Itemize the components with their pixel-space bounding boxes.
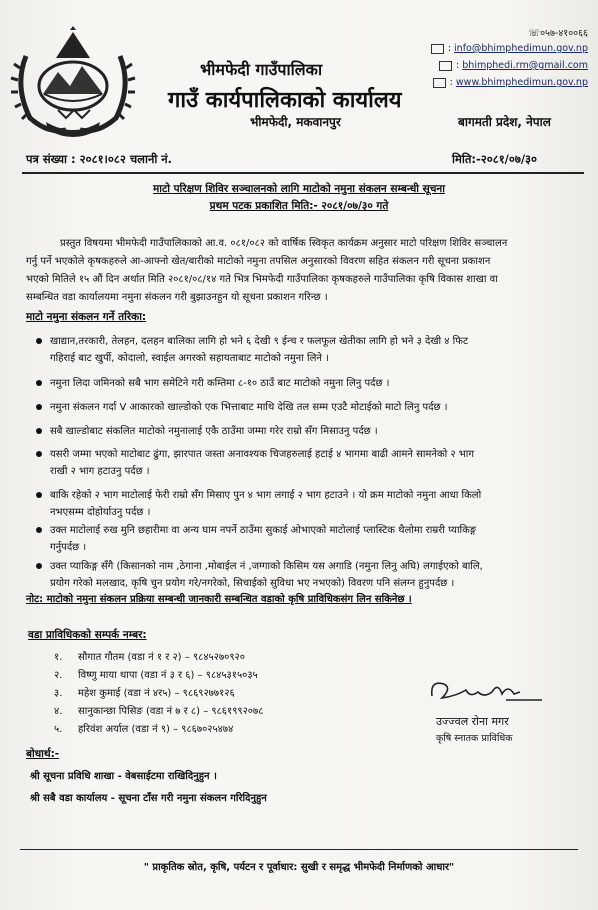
contact-index: ३. bbox=[54, 688, 63, 699]
contact-item bbox=[54, 649, 245, 663]
subject-line-2: प्रथम पटक प्रकाशित मिति:- २०८१/०७/३० गते bbox=[209, 200, 389, 212]
contact-text: हरिवंश अर्याल (वडा नं ९) – ९८६७०२५४७४ bbox=[78, 724, 234, 735]
signatory-name: उज्ज्वल रोना मगर bbox=[436, 715, 509, 728]
header-divider bbox=[22, 172, 584, 174]
cc-line: श्री सूचना प्रविधि शाखा - वेबसाईटमा राखिदिनुहुन । bbox=[30, 771, 217, 782]
office-name: गाउँ कार्यपालिकाको कार्यालय bbox=[168, 88, 402, 113]
phone-icon: ☏ bbox=[528, 28, 541, 39]
method-heading: माटो नमुना संकलन गर्ने तरिका: bbox=[26, 311, 147, 323]
bullet-line: नमुना संकलन गर्दा V आकारको खाल्डोको एक भित्ताबाट माथि देखि तल सम्म एउटै मोटाईको माटो लिनु पर्दछ । bbox=[50, 402, 448, 413]
method-bullet bbox=[50, 487, 570, 521]
email-contact-1 bbox=[431, 43, 588, 54]
email-icon bbox=[431, 44, 444, 54]
method-bullet bbox=[50, 375, 570, 392]
email-prefix: : bbox=[447, 43, 455, 54]
contact-text: महेश कुमाई (वडा नं ४र५) – ९८६९२७७१२६ bbox=[78, 688, 235, 699]
contact-index: २. bbox=[54, 670, 63, 681]
email-2-link[interactable]: bhimphedi.rm@gmail.com bbox=[462, 60, 588, 71]
office-address: भीमफेदी, मकवानपुर bbox=[250, 115, 341, 129]
contact-index: ४. bbox=[54, 706, 63, 717]
subject-date bbox=[0, 199, 598, 213]
government-emblem-icon bbox=[8, 26, 138, 144]
bullet-line: बाकि रहेको २ भाग माटोलाई फेरी राम्रो सँग मिसाए पुन ४ भाग लगाई २ भाग हटाउने । यो क्रम माटोको नमुना आधा किलो bbox=[50, 490, 482, 501]
method-bullet bbox=[50, 423, 570, 440]
subject-line-1: माटो परिक्षण शिविर सञ्चालनको लागि माटोको नमुना संकलन सम्बन्धी सूचना bbox=[153, 183, 445, 195]
email-1-link[interactable]: info@bhimphedimun.gov.np bbox=[454, 43, 588, 54]
intro-line: प्रस्तुत विषयमा भीमफेदी गाउँपालिकाको आ.व. ०८१/०८२ को वार्षिक स्विकृत कार्यक्रम अनुसार माटो परिक्षण शिविर सञ्चालन bbox=[60, 238, 508, 249]
reference-number: पत्र संख्या : २०८१।०८२ चलानी नं. bbox=[26, 152, 173, 166]
email-contact-2 bbox=[439, 60, 588, 71]
bodharth-heading: बोधार्थ:- bbox=[26, 748, 60, 760]
method-bullet bbox=[50, 558, 570, 592]
phone-contact bbox=[528, 26, 588, 39]
email-icon bbox=[439, 61, 452, 71]
website-prefix: : bbox=[449, 77, 456, 88]
email-prefix: : bbox=[456, 60, 463, 71]
bullet-line: नभएसम्म दोहोर्याउनु पर्दछ । bbox=[50, 507, 151, 518]
contact-item bbox=[54, 685, 235, 699]
method-bullet bbox=[50, 399, 570, 416]
signature-icon bbox=[422, 674, 562, 710]
contact-text: सानुकान्छा पिसिङ (वडा नं ७ र ८) – ९८६१९९२०७८ bbox=[78, 706, 264, 717]
globe-icon bbox=[433, 78, 446, 88]
bullet-line: गर्नुपर्दछ । bbox=[50, 542, 87, 553]
contact-text: सौगात गौतम (वडा नं १ र २) – ९८४५२७०९२० bbox=[78, 652, 245, 663]
note-text: नोट: माटोको नमुना संकलन प्रक्रिया सम्बन्धी जानकारी सम्बन्धित वडाको कृषि प्राविधिकसंग लिन सकिनेछ । bbox=[26, 594, 412, 605]
bullet-line: यसरी जम्मा भएको माटोबाट ढुंगा, झारपात जस्ता अनावश्यक चिजहरुलाई हटाई ४ भागमा बाढी आमने सामनेको २ भाग bbox=[50, 449, 475, 460]
contact-item bbox=[54, 721, 233, 735]
bullet-line: गहिराई बाट खुर्पी, कोदालो, स्वाईल अगरको सहायताबाट माटोको नमुना लिने । bbox=[50, 353, 329, 364]
bullet-line: प्रयोग गरेको मलखाद, कृषि चुन प्रयोग गरे/नगरेको, सिचाईको सुविधा भए नभएको) विवरण पनि संलग्न हुनुपर्दछ । bbox=[50, 578, 455, 589]
method-bullet bbox=[50, 446, 570, 480]
footer-slogan: " प्राकृतिक स्रोत, कृषि, पर्यटन र पूर्वाधार: सुखी र समृद्ध भीमफेदी निर्माणको आधार" bbox=[20, 849, 578, 873]
bullet-line: उक्त माटोलाई रुख मुनि छहारीमा वा अन्य घाम नपर्ने ठाउँमा सुकाई ओभाएको माटोलाई प्लास्टिक थैलोमा राम्ररी प्याकिङ्ग bbox=[50, 525, 477, 536]
contact-index: १. bbox=[54, 652, 63, 663]
contact-item bbox=[54, 667, 258, 681]
bullet-icon bbox=[36, 380, 42, 386]
bullet-line: नमुना लिदा जमिनको सबै भाग समेटिने गरी कम्तिमा ८-१० ठाउँ बाट माटोको नमुना लिनु पर्दछ । bbox=[50, 378, 390, 389]
signatory-designation: कृषि स्नातक प्राविधिक bbox=[436, 733, 513, 744]
contact-text: विष्णु माया थापा (वडा नं ३ र ६) – ९८४५३१५०३५ bbox=[78, 670, 258, 681]
cc-line: श्री सबै वडा कार्यालय - सूचना टाँस गरी नमुना संकलन गरिदिनुहुन bbox=[30, 793, 267, 804]
bullet-icon bbox=[36, 527, 42, 533]
bullet-icon bbox=[36, 492, 42, 498]
letter-date: मिति:-२०८१/०७/३० bbox=[452, 152, 538, 166]
method-bullet bbox=[50, 522, 570, 556]
bullet-line: राखी २ भाग हटाउनु पर्दछ । bbox=[50, 466, 150, 477]
municipality-name: भीमफेदी गाउँपालिका bbox=[200, 60, 323, 79]
contacts-heading: वडा प्राविधिकको सम्पर्क नम्बर: bbox=[28, 629, 147, 641]
intro-line: गर्नु पर्ने भएकोले कृषकहरुले आ-आफ्नो खेत/बारीको माटोको नमुना तपसिल अनुसारको विवरण सहित संकलन गरी सूचना प्रकाशन bbox=[26, 256, 491, 267]
bullet-icon bbox=[36, 338, 42, 344]
website-contact bbox=[433, 77, 588, 88]
intro-line: भएको मितिले १५ औं दिन अर्थात मिति २०८१/०८/१४ गते भित्र भिमफेदी गाउँपालिका कृषकहरुले गाउँपालिका कृषि विकास शाखा वा bbox=[26, 274, 498, 285]
bullet-icon bbox=[36, 451, 42, 457]
bullet-line: सबै खाल्डोबाट संकलित माटोको नमुनालाई एकै ठाउँमा जम्मा गरेर राम्रो सँग मिसाउनु पर्दछ । bbox=[50, 426, 378, 437]
phone-number: ०५७-४१००६६ bbox=[540, 28, 588, 39]
contact-item bbox=[54, 703, 263, 717]
province-label: बागमती प्रदेश, नेपाल bbox=[458, 115, 551, 129]
bullet-icon bbox=[36, 428, 42, 434]
website-link[interactable]: www.bhimphedimun.gov.np bbox=[455, 77, 588, 88]
intro-line: सम्बन्धित वडा कार्यालयमा नमुना संकलन गरी बुझाउनहुन यो सूचना प्रकाशन गरिन्छ । bbox=[26, 292, 328, 303]
subject-title bbox=[0, 182, 598, 196]
contact-index: ५. bbox=[54, 724, 63, 735]
method-bullet bbox=[50, 333, 570, 367]
bullet-icon bbox=[36, 404, 42, 410]
bullet-line: खाद्यान,तरकारी, तेलहन, दलहन बालिका लागि हो भने ६ देखी ९ ईन्च र फलफूल खेतीका लागि हो भने ३ देखी ४ फिट bbox=[50, 336, 468, 347]
bullet-line: उक्त प्याकिङ्ग सँगै (किसानको नाम ,ठेगाना ,मोबाईल नं ,जग्गाको किसिम यस अगाडि (नमुना लिनु अघि) लगाईएको बालि, bbox=[50, 561, 483, 572]
intro-paragraph bbox=[26, 235, 574, 307]
bullet-icon bbox=[36, 563, 42, 569]
